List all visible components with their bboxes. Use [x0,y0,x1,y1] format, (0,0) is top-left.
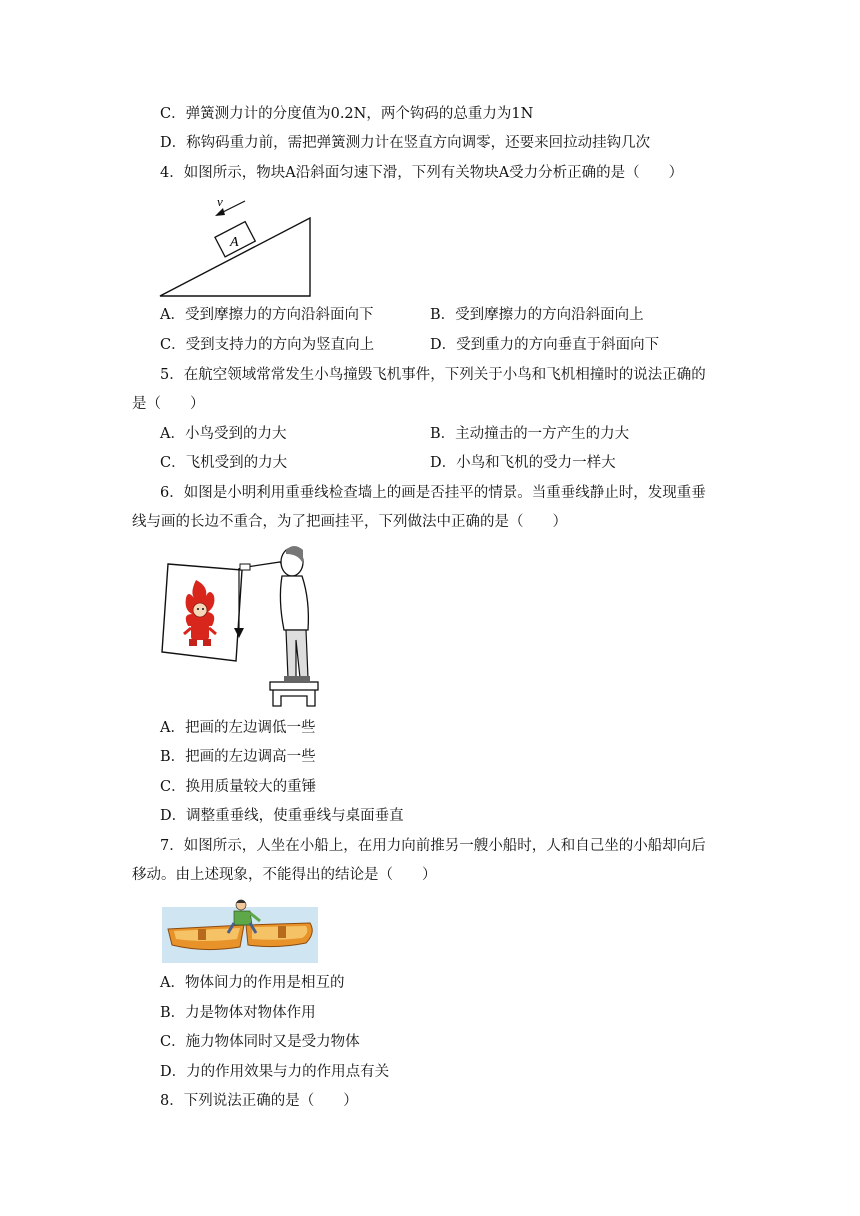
q4-option-a: A．受到摩擦力的方向沿斜面向下 [160,307,374,323]
q5-option-b: B．主动撞击的一方产生的力大 [430,426,630,442]
incline-figure [155,190,315,300]
q7-stem-line2: 移动。由上述现象，不能得出的结论是（ ） [132,867,437,883]
q7-option-a: A．物体间力的作用是相互的 [160,975,345,991]
q5-option-a: A．小鸟受到的力大 [160,426,287,442]
q6-option-b: B．把画的左边调高一些 [160,749,316,765]
q7-stem-line1: 7．如图所示，人坐在小船上，在用力向前推另一艘小船时，人和自己坐的小船却向后 [160,838,706,854]
q5-option-d: D．小鸟和飞机的受力一样大 [430,455,616,471]
person-hand [240,564,250,570]
q4-option-c: C．受到支持力的方向为竖直向上 [160,337,375,353]
q8-stem: 8．下列说法正确的是（ ） [160,1093,358,1109]
boats-figure [160,895,320,965]
q6-stem-line1: 6．如图是小明利用重垂线检查墙上的画是否挂平的情景。当重垂线静止时，发现重垂 [160,485,706,501]
velocity-label: v [217,194,223,209]
stool [270,682,318,706]
q6-option-d: D．调整重垂线，使重垂线与桌面垂直 [160,808,404,824]
q6-option-a: A．把画的左边调低一些 [160,720,316,736]
q4-stem: 4．如图所示，物块A沿斜面匀速下滑，下列有关物块A受力分析正确的是（ ） [160,165,684,181]
q6-stem-line2: 线与画的长边不重合，为了把画挂平，下列做法中正确的是（ ） [132,514,567,530]
q3-option-c: C．弹簧测力计的分度值为0.2N，两个钩码的总重力为1N [160,106,534,122]
block-a-label: A [230,235,239,250]
q5-stem-line1: 5．在航空领域常常发生小鸟撞毁飞机事件，下列关于小鸟和飞机相撞时的说法正确的 [160,367,706,383]
q5-option-c: C．飞机受到的力大 [160,455,288,471]
left-boat [168,925,244,950]
right-boat [246,923,312,947]
velocity-arrowhead [215,208,225,216]
q7-option-c: C．施力物体同时又是受力物体 [160,1034,360,1050]
q7-option-b: B．力是物体对物体作用 [160,1005,316,1021]
q6-option-c: C．换用质量较大的重锤 [160,779,317,795]
q4-option-b: B．受到摩擦力的方向沿斜面向上 [430,307,644,323]
q7-option-d: D．力的作用效果与力的作用点有关 [160,1064,390,1080]
plumb-line-figure [160,540,335,710]
q3-option-d: D．称钩码重力前，需把弹簧测力计在竖直方向调零，还要来回拉动挂钩几次 [160,135,651,151]
q4-option-d: D．受到重力的方向垂直于斜面向下 [430,337,660,353]
person-figure [280,546,310,681]
q5-stem-line2: 是（ ） [132,396,205,412]
